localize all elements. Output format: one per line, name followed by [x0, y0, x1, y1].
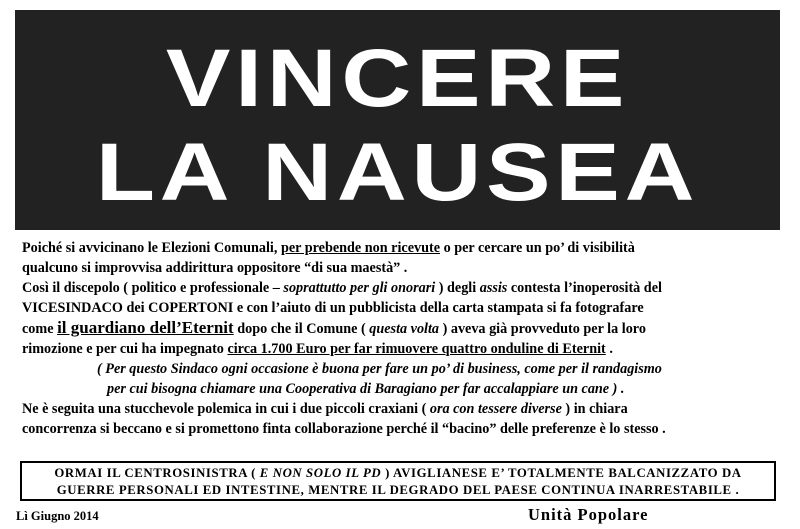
italic-text: assis: [479, 280, 508, 296]
body-row-8: per cui bisogna chiamare una Cooperativa di Baragiano per far accalappiare un cane ) .: [107, 381, 625, 397]
text-span: ) aveva già provveduto per la loro: [439, 321, 646, 337]
date-label: Lì Giugno 2014: [16, 509, 99, 523]
conclusion-line-2: GUERRE PERSONALI ED INTESTINE, MENTRE IL DEGRADO DEL PAESE CONTINUA INARRESTABILE .: [56, 483, 740, 497]
body-row-7: ( Per questo Sindaco ogni occasione è buona per fare un po’ di business, come per il randagismo: [97, 361, 662, 377]
italic-text: E NON SOLO IL PD: [259, 466, 382, 480]
italic-text: questa volta: [369, 321, 440, 337]
text-span: .: [605, 341, 613, 357]
body-row-9: [22, 399, 782, 419]
text-span: Ne è seguita una stucchevole polemica in cui i due piccoli craxiani (: [22, 401, 430, 417]
headline-line-1: VINCERE: [165, 33, 630, 124]
text-span: contesta l’inoperosità del: [507, 280, 662, 296]
body-row-6: [22, 339, 782, 359]
conclusion-line-1: [22, 465, 774, 482]
text-span: o per cercare un po’ di visibilità: [440, 240, 635, 256]
body-row-1: [22, 238, 782, 258]
underlined-text: il guardiano dell’Eternit: [57, 318, 234, 337]
article-body: [22, 238, 782, 439]
text-span: ) in chiara: [561, 401, 628, 417]
text-span: Poiché si avvicinano le Elezioni Comunali,: [22, 240, 281, 256]
body-row-2: qualcuno si improvvisa addirittura oppositore “di sua maestà” .: [22, 260, 408, 276]
text-span: come: [22, 321, 58, 337]
text-span: ) AVIGLIANESE E’ TOTALMENTE BALCANIZZATO DA: [381, 466, 742, 480]
body-row-4: VICESINDACO dei COPERTONI e con l’aiuto di un pubblicista della carta stampata si fa fotografare: [22, 300, 644, 316]
underlined-text: per prebende non ricevute: [280, 240, 441, 256]
body-row-10: concorrenza si beccano e si promettono finta collaborazione perché il “bacino” delle preferenze è lo stesso .: [22, 421, 666, 437]
headline-banner: [15, 10, 780, 230]
text-span: dopo che il Comune (: [233, 321, 370, 337]
conclusion-box: [20, 461, 776, 501]
body-row-3: [22, 278, 782, 298]
signature: Unità Popolare: [528, 505, 649, 524]
text-span: ORMAI IL CENTROSINISTRA (: [54, 466, 260, 480]
italic-text: ora con tessere diverse: [429, 401, 562, 417]
text-span: rimozione e per cui ha impegnato: [22, 341, 228, 357]
text-span: ) degli: [435, 280, 480, 296]
headline-line-2: LA NAUSEA: [95, 127, 700, 218]
underlined-text: circa 1.700 Euro per far rimuovere quattro onduline di Eternit: [227, 341, 606, 357]
body-row-5: [22, 318, 782, 339]
text-span: Così il discepolo ( politico e professionale –: [22, 280, 284, 296]
italic-text: soprattutto per gli onorari: [283, 280, 436, 296]
